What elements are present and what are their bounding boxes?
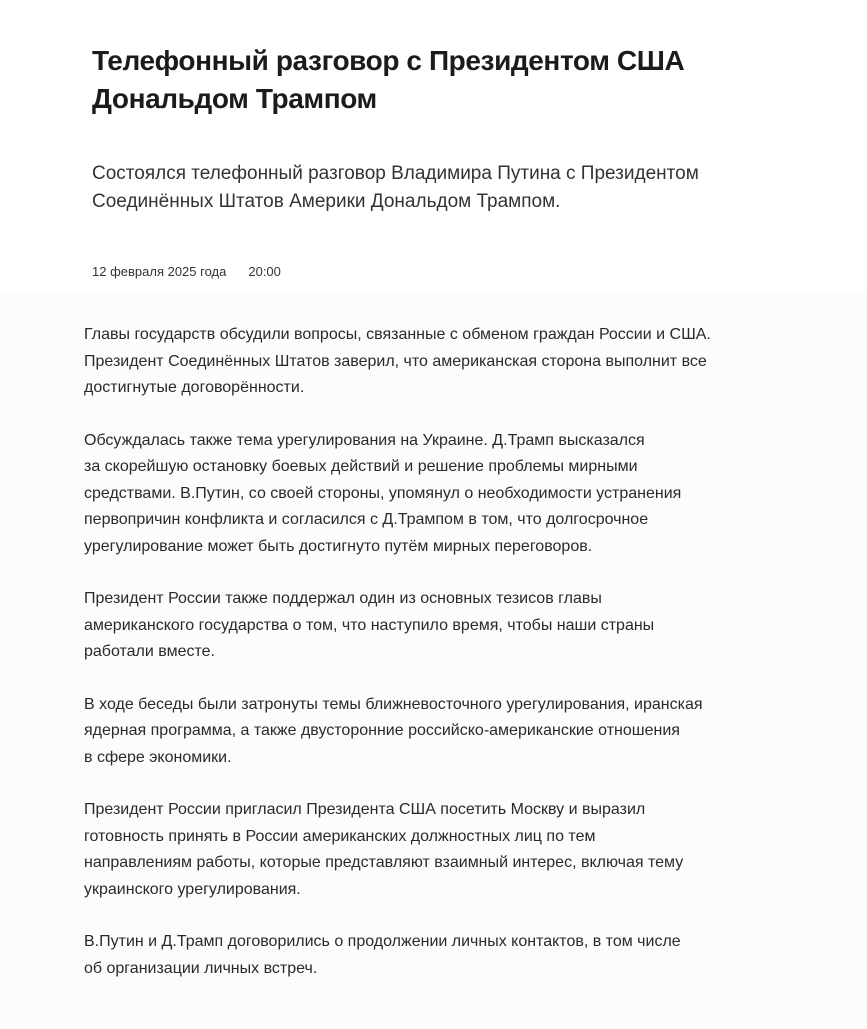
publication-meta <box>92 263 281 281</box>
page-title: Телефонный разговор с Президентом США Дональдом Трампом <box>92 45 685 114</box>
publication-date: 12 февраля 2025 года <box>92 264 227 279</box>
article-header <box>0 0 867 292</box>
article-paragraph: Президент России пригласил Президента США посетить Москву и выразил готовность принять в России американских должностных лиц по тем направлениям работы, которые представляют взаимный интерес, включая тему украинского урегулирования. <box>84 801 684 898</box>
article-paragraph: Главы государств обсудили вопросы, связанные с обменом граждан России и США. Президент Соединённых Штатов заверил, что американская сторона выполнит все достигнутые договорённости. <box>84 326 711 396</box>
article-paragraph: Обсуждалась также тема урегулирования на Украине. Д.Трамп высказался за скорейшую остановку боевых действий и решение проблемы мирными средствами. В.Путин, со своей стороны, упомянул о необходимости устранения первопричин конфликта и согласился с Д.Трампом в том, что долгосрочное урегулирование может быть достигнуто путём мирных переговоров. <box>84 431 682 555</box>
article-body <box>84 322 764 1008</box>
article-paragraph: В ходе беседы были затронуты темы ближневосточного урегулирования, иранская ядерная программа, а также двусторонние российско-американские отношения в сфере экономики. <box>84 695 703 766</box>
publication-time: 20:00 <box>248 264 281 279</box>
lead-paragraph: Состоялся телефонный разговор Владимира Путина с Президентом Соединённых Штатов Америки Дональдом Трампом. <box>92 163 699 212</box>
article-paragraph: В.Путин и Д.Трамп договорились о продолжении личных контактов, в том числе об организации личных встреч. <box>84 933 681 977</box>
article-paragraph: Президент России также поддержал один из основных тезисов главы американского государства о том, что наступило время, чтобы наши страны работали вместе. <box>84 590 655 660</box>
